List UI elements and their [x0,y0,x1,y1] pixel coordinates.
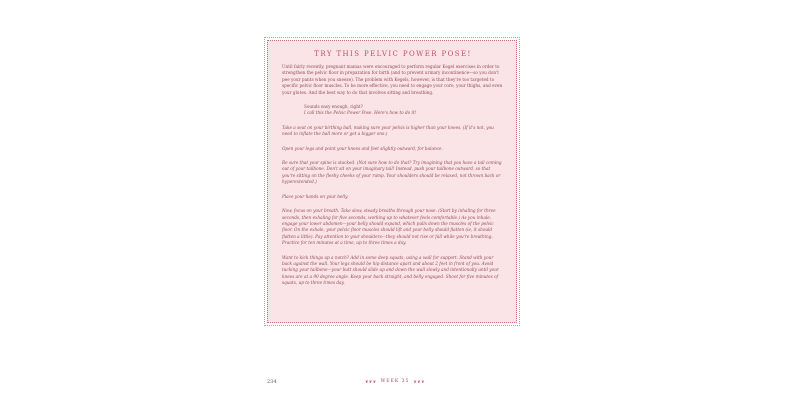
step-squats: Want to kick things up a notch? Add in some deep squats, using a wall for support. Stand with your back against the wall. Your legs should be hip distance apart and about 2 feet in front of you. Avoid tucking your tailbone—your butt should slide up and down the wall slowly and intentionally until your knees are at a 90 degree angle. Keep your back straight, and belly engaged. Shoot for five minutes of squats, up to three times day. [282,254,499,286]
running-head [355,379,435,384]
step-breath: Now, focus on your breath. Take slow, steady breaths through your nose. (Start by inhaling for three seconds, then exhaling for five seconds, working up to whatever feels comfortable.) As you inhale, engage your lower abdomen—your belly should expand, which pulls down the muscles of the pelvic floor. On the exhale, your pelvic floor muscles should lift and your belly should flatten (ie, it should flatten a little). Pay attention to your shoulders—they should not rise or fall while you're breathing. Practice for ten minutes at a time, up to three times a day. [282,208,496,246]
pose-intro-line: I call this the Pelvic Power Pose. Here's how to do it! [304,110,417,116]
week-label: WEEK 35 [380,379,410,384]
step-hands-belly: Place your hands on your belly. [282,193,349,199]
ornament-right-icon: ❦❦❦ [413,379,425,384]
page-number: 234 [267,379,277,385]
step-take-seat: Take a seat on your birthing ball, making sure your pelvis is higher than your knees. (If it's not, you need to inflate the ball more or get a bigger one.) [282,124,494,137]
intro-paragraph: Until fairly recently, pregnant mamas were encouraged to perform regular Kegel exercises in order to strengthen the pelvic floor in preparation for birth (and to prevent urinary incontinence—so you don't pee your pants when you sneeze). The problem with Kegels, however, is that they're too targeted to specific pelvic floor muscles. To be more effective, you need to engage your core, your thighs, and even your glutes. And the best way to do that involves sitting and breathing. [282,64,503,95]
step-open-legs: Open your legs and point your knees and feet slightly outward, for balance. [282,145,443,151]
sounds-easy-line: Sounds easy enough, right? [304,104,363,110]
page-footer [267,379,517,391]
sidebar-title: TRY THIS PELVIC POWER POSE! [314,50,472,58]
ornament-left-icon: ❦❦❦ [365,379,377,384]
sidebar-box [267,40,517,323]
step-spine-stacked: Be sure that your spine is stacked. (Not sure how to do that? Try imagining that you have a tail coming out of your tailbone. Don't sit on your imaginary tail! Instead, push your tailbone outward, so that you're sitting on the fleshy cheeks of your rump. Your shoulders should be relaxed, not thrown back or hyperextended.) [282,160,502,185]
